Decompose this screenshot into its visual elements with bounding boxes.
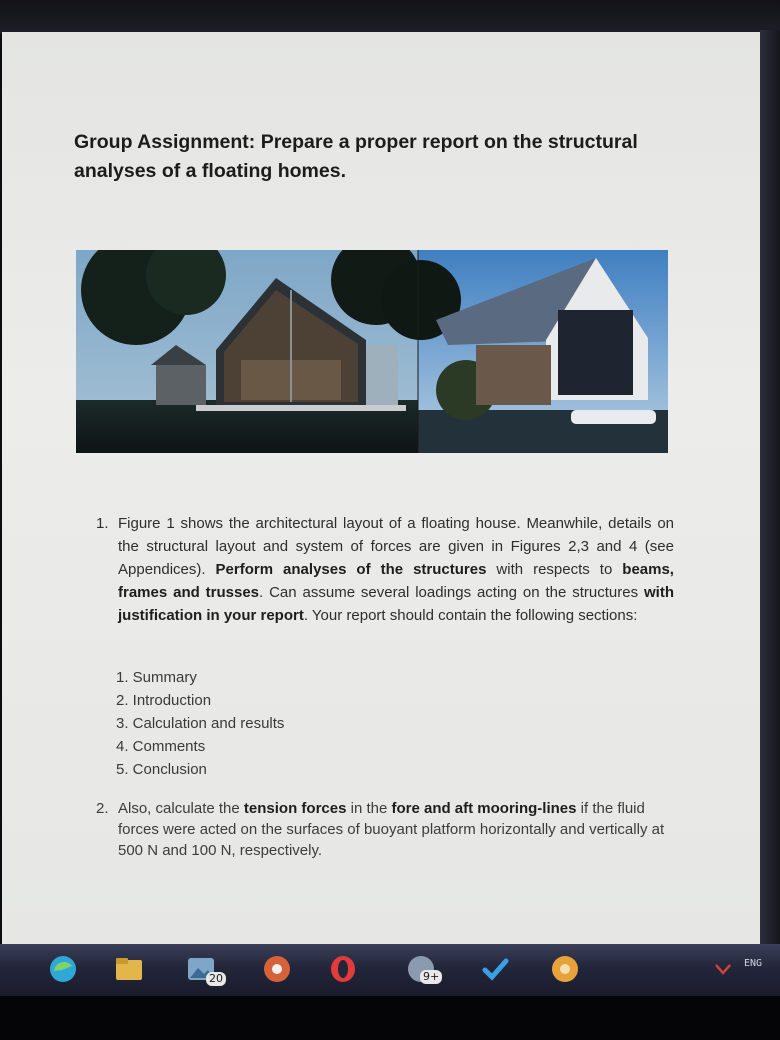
floating-houses-figure — [76, 250, 668, 453]
question-1-emphasis-1: Perform analyses of the structures — [215, 561, 487, 578]
file-explorer-icon[interactable] — [112, 952, 146, 986]
taskbar — [0, 944, 780, 996]
question-2 — [96, 798, 676, 861]
question-2-part-1: Also, calculate the — [118, 800, 244, 817]
section-item-calculation: 3. Calculation and results — [116, 715, 285, 732]
photos-badge: 20 — [206, 972, 226, 986]
question-2-part-2: in the — [346, 800, 392, 817]
photos-icon[interactable] — [184, 952, 223, 986]
app-icon[interactable] — [404, 952, 438, 986]
question-1-part-1: Figure 1 shows the architectural layout of a floating house. Meanwhile, details on the structural layout and system of forces are given in Figures 2,3 and 4 (see Appendices). — [118, 515, 674, 578]
question-2-number: 2. — [96, 800, 109, 817]
monitor-bezel-top — [0, 0, 780, 34]
question-2-emphasis-1: tension forces — [243, 800, 347, 817]
chrome-icon[interactable] — [260, 952, 294, 986]
question-1 — [96, 512, 678, 627]
opera-icon[interactable] — [326, 952, 360, 986]
tray-language[interactable]: ENG — [744, 958, 763, 969]
question-1-part-3: . Can assume several loadings acting on the structures — [259, 584, 644, 601]
question-1-text — [118, 512, 674, 627]
floating-houses-illustration — [76, 250, 668, 453]
app-badge: 9+ — [420, 970, 442, 984]
chevron-down-icon[interactable] — [706, 952, 740, 986]
section-item-introduction: 2. Introduction — [116, 692, 212, 709]
question-2-text — [118, 798, 674, 861]
question-1-emphasis-2: beams, frames and trusses — [118, 561, 674, 601]
checkmark-icon[interactable] — [478, 952, 512, 986]
question-1-emphasis-3: with justification in your report — [118, 584, 674, 624]
edge-icon[interactable] — [46, 952, 80, 986]
question-1-part-2: with respects to — [486, 561, 623, 578]
section-item-summary: 1. Summary — [116, 669, 197, 686]
monitor-bezel-right — [760, 30, 780, 970]
question-2-part-3: if the fluid forces were acted on the surfaces of buoyant platform horizontally and vertically at 500 N and 100 N, respectively. — [118, 800, 665, 859]
monitor-bezel-bottom — [0, 996, 780, 1040]
question-1-part-4: . Your report should contain the following sections: — [303, 607, 638, 624]
section-item-comments: 4. Comments — [116, 738, 206, 755]
document-title: Group Assignment: Prepare a proper report on the structural analyses of a floating homes. — [74, 131, 638, 182]
report-sections-list — [116, 666, 284, 781]
question-2-emphasis-2: fore and aft mooring-lines — [391, 800, 577, 817]
question-1-number: 1. — [96, 515, 109, 532]
section-item-conclusion: 5. Conclusion — [116, 761, 207, 778]
chrome-alt-icon[interactable] — [548, 952, 582, 986]
